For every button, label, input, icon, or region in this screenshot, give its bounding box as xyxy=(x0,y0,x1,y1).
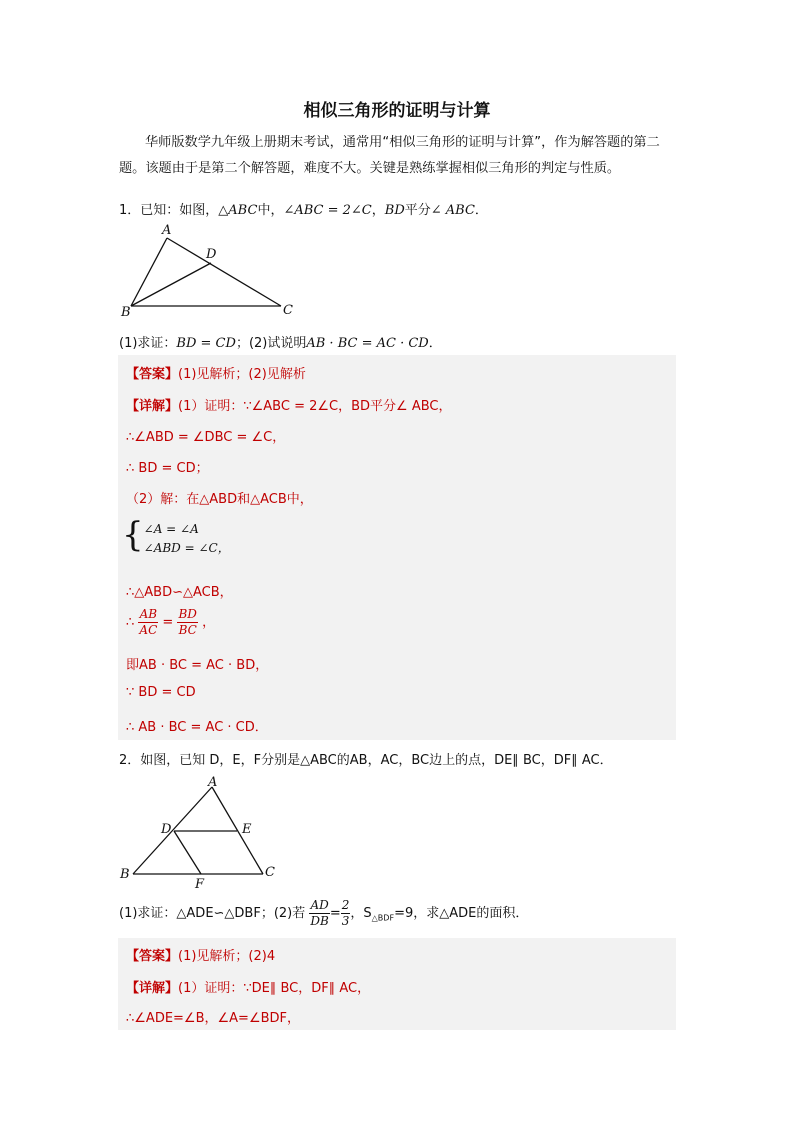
intro-text: 华师版数学九年级上册期末考试，通常用“相似三角形的证明与计算”，作为解答题的第二题。该题由于是第二个解答题，难度不大。关键是熟练掌握相似三角形的判定与性质。 xyxy=(119,135,660,176)
question-2-stem: 2．如图，已知 D，E，F分别是△ABC的AB，AC，BC边上的点，DE∥ BC，DF∥ AC． xyxy=(119,753,613,768)
answer-tag: 【答案】 xyxy=(126,949,179,964)
question-2-parts xyxy=(119,898,528,929)
answer-tag: 【答案】 xyxy=(126,367,179,382)
answer-line xyxy=(126,363,306,382)
system-end: ， xyxy=(217,541,230,555)
denominator: AC xyxy=(139,623,158,637)
brace-symbol: { xyxy=(122,515,144,555)
detail-tag: 【详解】 xyxy=(126,981,179,996)
equals: = xyxy=(329,906,341,921)
proof-line: ∴∠ABD = ∠DBC = ∠C， xyxy=(126,430,286,445)
answer-line xyxy=(126,945,275,964)
detail-tag: 【详解】 xyxy=(126,399,179,414)
proof-line: ∴ BD = CD； xyxy=(126,461,209,476)
stem-math: △ABC xyxy=(218,203,258,218)
proof-line: (1）证明：∵∠ABC = 2∠C，BD平分∠ ABC， xyxy=(178,399,452,414)
proof-line: 即AB · BC = AC · BD， xyxy=(126,658,269,673)
question-1-stem xyxy=(119,199,488,218)
segment-df xyxy=(174,831,201,874)
denominator: BC xyxy=(178,623,197,637)
answer-block-2 xyxy=(118,938,676,1030)
denominator: 3 xyxy=(341,914,350,928)
fraction xyxy=(341,898,351,929)
numerator: AB xyxy=(139,607,158,621)
numerator: BD xyxy=(178,607,197,621)
side-ac xyxy=(167,238,281,306)
proof-line: (1）证明：∵DE∥ BC，DF∥ AC， xyxy=(178,981,371,996)
answer-text: (1)见解析；(2)见解析 xyxy=(178,367,306,382)
ratio-end: ， xyxy=(202,615,216,630)
numerator: 2 xyxy=(341,898,350,912)
equals: = xyxy=(162,615,174,630)
part-math: AB · BC = AC · CD xyxy=(306,336,429,351)
answer-text: (1)见解析；(2)4 xyxy=(178,949,276,964)
part-math: BD = CD xyxy=(176,336,236,351)
proof-line: ∴ AB · BC = AC · CD． xyxy=(126,720,268,735)
area-subscript: △BDF xyxy=(371,913,395,923)
part-text: (1)求证：△ADE∽△DBF；(2)若 xyxy=(119,906,306,921)
label-a: A xyxy=(208,775,218,790)
ratio-prefix: ∴ xyxy=(126,615,135,630)
part-text: (1)求证： xyxy=(119,336,177,351)
part-text: ． xyxy=(428,336,442,351)
part-text: =9，求△ADE的面积． xyxy=(394,906,529,921)
fraction xyxy=(309,898,329,929)
ratio-line xyxy=(126,607,215,638)
fraction xyxy=(138,607,158,638)
label-d: D xyxy=(161,822,172,837)
page-title: 相似三角形的证明与计算 xyxy=(303,101,491,121)
proof-line: ∵ BD = CD xyxy=(126,685,196,700)
proof-line: ∴△ABD∽△ACB， xyxy=(126,585,233,600)
label-e: E xyxy=(242,822,252,837)
numerator: AD xyxy=(310,898,329,912)
label-b: B xyxy=(121,305,131,320)
intro-paragraph xyxy=(119,130,677,182)
part-text: ；(2)试说明 xyxy=(235,336,307,351)
system-line: ∠A = ∠A xyxy=(143,522,199,536)
stem-text: 中， xyxy=(257,203,284,218)
stem-text: ， xyxy=(371,203,385,218)
equation-system xyxy=(122,515,230,558)
stem-text: 平分 xyxy=(404,203,431,218)
triangle-figure-2 xyxy=(115,775,285,893)
triangle-figure-1 xyxy=(115,222,305,322)
label-f: F xyxy=(195,877,205,892)
detail-line xyxy=(126,395,451,414)
system-line: ∠ABD = ∠C xyxy=(143,541,218,555)
area-label: ，S xyxy=(350,906,372,921)
question-1-parts xyxy=(119,332,442,351)
stem-math: ∠ ABC xyxy=(430,203,475,218)
stem-text: ． xyxy=(474,203,488,218)
label-a: A xyxy=(162,223,172,238)
denominator: DB xyxy=(310,914,329,928)
label-b: B xyxy=(120,867,130,882)
stem-math: BD xyxy=(384,203,405,218)
question-number: 1． xyxy=(119,203,141,218)
label-c: C xyxy=(283,303,293,318)
fraction xyxy=(177,607,197,638)
label-c: C xyxy=(265,865,275,880)
label-d: D xyxy=(206,247,217,262)
proof-line: ∴∠ADE=∠B，∠A=∠BDF， xyxy=(126,1011,301,1026)
detail-line xyxy=(126,977,370,996)
proof-line: （2）解：在△ABD和△ACB中， xyxy=(126,492,313,507)
stem-text: 已知：如图， xyxy=(140,203,219,218)
stem-math: ∠ABC = 2∠C xyxy=(283,203,372,218)
answer-block-1 xyxy=(118,355,676,740)
